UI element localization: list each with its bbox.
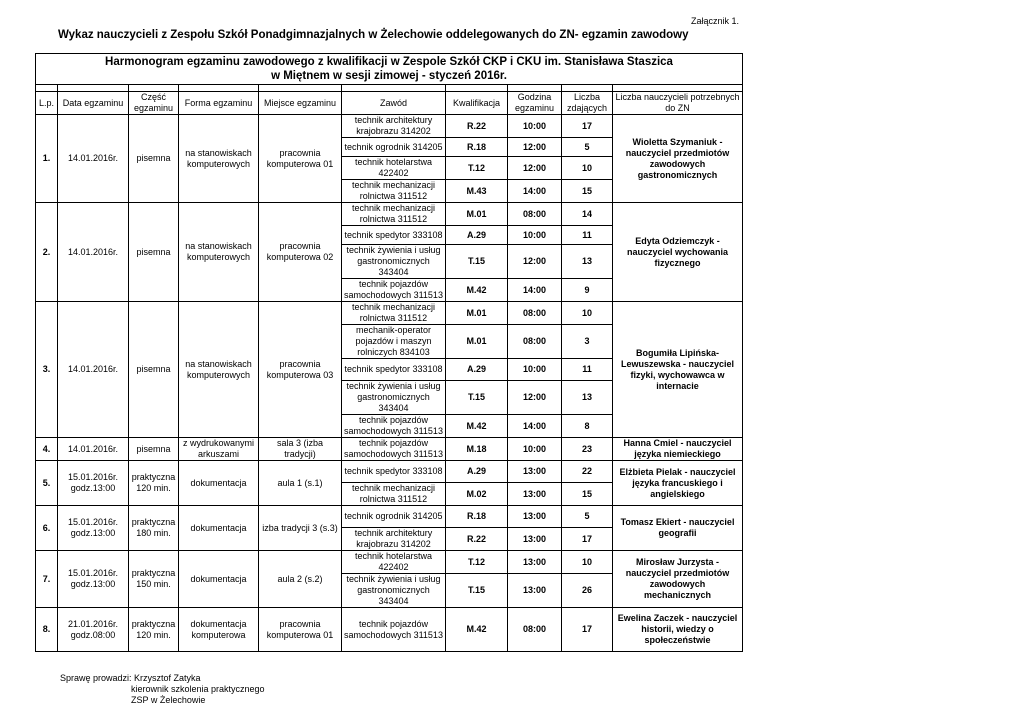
exam-time: 13:00 bbox=[508, 461, 562, 483]
exam-time: 14:00 bbox=[508, 279, 562, 302]
examinee-count: 15 bbox=[562, 180, 613, 203]
exam-place: izba tradycji 3 (s.3) bbox=[259, 506, 342, 551]
examinee-count: 14 bbox=[562, 203, 613, 226]
footer bbox=[60, 673, 265, 706]
teacher-assigned: Tomasz Ekiert - nauczyciel geografii bbox=[613, 506, 743, 551]
profession: technik pojazdów samochodowych 311513 bbox=[342, 279, 446, 302]
profession: technik hotelarstwa 422402 bbox=[342, 157, 446, 180]
exam-time: 08:00 bbox=[508, 325, 562, 359]
teacher-assigned: Mirosław Jurzysta - nauczyciel przedmiotów zawodowych mechanicznych bbox=[613, 551, 743, 608]
exam-time: 13:00 bbox=[508, 574, 562, 608]
examinee-count: 17 bbox=[562, 608, 613, 652]
table-row bbox=[36, 461, 743, 483]
footer-school: ZSP w Żelechowie bbox=[131, 695, 206, 705]
header-date: Data egzaminu bbox=[58, 92, 129, 115]
teacher-assigned: Elżbieta Pielak - nauczyciel języka francuskiego i angielskiego bbox=[613, 461, 743, 506]
exam-time: 14:00 bbox=[508, 180, 562, 203]
row-lp: 8. bbox=[36, 608, 58, 652]
row-lp: 2. bbox=[36, 203, 58, 302]
exam-time: 10:00 bbox=[508, 115, 562, 138]
footer-role: kierownik szkolenia praktycznego bbox=[131, 684, 265, 694]
exam-form: na stanowiskach komputerowych bbox=[179, 302, 259, 438]
exam-form: dokumentacja bbox=[179, 506, 259, 551]
profession: technik żywienia i usług gastronomicznych 343404 bbox=[342, 574, 446, 608]
header-profession: Zawód bbox=[342, 92, 446, 115]
qualification: R.22 bbox=[446, 115, 508, 138]
exam-form: dokumentacja bbox=[179, 461, 259, 506]
header-place: Miejsce egzaminu bbox=[259, 92, 342, 115]
profession: technik spedytor 333108 bbox=[342, 461, 446, 483]
profession: technik mechanizacji rolnictwa 311512 bbox=[342, 203, 446, 226]
exam-time: 12:00 bbox=[508, 245, 562, 279]
schedule-title-line1: Harmonogram egzaminu zawodowego z kwalifikacji w Zespole Szkół CKP i CKU im. Stanisława Staszica bbox=[105, 56, 673, 68]
exam-part: praktyczna 150 min. bbox=[129, 551, 179, 608]
exam-place: aula 2 (s.2) bbox=[259, 551, 342, 608]
exam-form: z wydrukowanymi arkuszami bbox=[179, 438, 259, 461]
qualification: T.15 bbox=[446, 381, 508, 415]
qualification: T.12 bbox=[446, 551, 508, 574]
exam-date: 14.01.2016r. bbox=[58, 203, 129, 302]
table-row bbox=[36, 302, 743, 325]
examinee-count: 10 bbox=[562, 551, 613, 574]
exam-time: 08:00 bbox=[508, 608, 562, 652]
exam-time: 13:00 bbox=[508, 528, 562, 551]
exam-part: pisemna bbox=[129, 115, 179, 203]
examinee-count: 10 bbox=[562, 157, 613, 180]
exam-date: 15.01.2016r. godz.13:00 bbox=[58, 461, 129, 506]
qualification: M.43 bbox=[446, 180, 508, 203]
header-teachers: Liczba nauczycieli potrzebnych do ZN bbox=[613, 92, 743, 115]
exam-time: 12:00 bbox=[508, 381, 562, 415]
profession: technik pojazdów samochodowych 311513 bbox=[342, 608, 446, 652]
examinee-count: 3 bbox=[562, 325, 613, 359]
exam-time: 13:00 bbox=[508, 506, 562, 528]
profession: technik żywienia i usług gastronomicznych 343404 bbox=[342, 381, 446, 415]
teacher-assigned: Bogumiła Lipińska-Lewuszewska - nauczyciel fizyki, wychowawca w internacie bbox=[613, 302, 743, 438]
exam-part: pisemna bbox=[129, 438, 179, 461]
exam-date: 14.01.2016r. bbox=[58, 438, 129, 461]
examinee-count: 11 bbox=[562, 226, 613, 245]
row-lp: 1. bbox=[36, 115, 58, 203]
exam-place: sala 3 (izba tradycji) bbox=[259, 438, 342, 461]
profession: technik hotelarstwa 422402 bbox=[342, 551, 446, 574]
exam-place: aula 1 (s.1) bbox=[259, 461, 342, 506]
header-time: Godzina egzaminu bbox=[508, 92, 562, 115]
schedule-title-line2: w Miętnem w sesji zimowej - styczeń 2016r. bbox=[271, 70, 507, 82]
exam-part: praktyczna 180 min. bbox=[129, 506, 179, 551]
profession: technik architektury krajobrazu 314202 bbox=[342, 528, 446, 551]
exam-date: 15.01.2016r. godz.13:00 bbox=[58, 551, 129, 608]
table-row bbox=[36, 438, 743, 461]
teacher-assigned: Edyta Odziemczyk - nauczyciel wychowania fizycznego bbox=[613, 203, 743, 302]
exam-time: 12:00 bbox=[508, 138, 562, 157]
exam-place: pracownia komputerowa 01 bbox=[259, 115, 342, 203]
profession: technik pojazdów samochodowych 311513 bbox=[342, 415, 446, 438]
qualification: T.15 bbox=[446, 574, 508, 608]
exam-date: 14.01.2016r. bbox=[58, 115, 129, 203]
exam-form: na stanowiskach komputerowych bbox=[179, 115, 259, 203]
qualification: R.18 bbox=[446, 506, 508, 528]
teacher-assigned: Wioletta Szymaniuk - nauczyciel przedmiotów zawodowych gastronomicznych bbox=[613, 115, 743, 203]
exam-place: pracownia komputerowa 03 bbox=[259, 302, 342, 438]
qualification: A.29 bbox=[446, 226, 508, 245]
profession: technik mechanizacji rolnictwa 311512 bbox=[342, 180, 446, 203]
exam-time: 13:00 bbox=[508, 551, 562, 574]
table-row bbox=[36, 608, 743, 652]
profession: technik mechanizacji rolnictwa 311512 bbox=[342, 483, 446, 506]
qualification: T.12 bbox=[446, 157, 508, 180]
exam-part: pisemna bbox=[129, 203, 179, 302]
exam-time: 13:00 bbox=[508, 483, 562, 506]
profession: mechanik-operator pojazdów i maszyn rolniczych 834103 bbox=[342, 325, 446, 359]
examinee-count: 23 bbox=[562, 438, 613, 461]
row-lp: 3. bbox=[36, 302, 58, 438]
profession: technik pojazdów samochodowych 311513 bbox=[342, 438, 446, 461]
examinee-count: 11 bbox=[562, 359, 613, 381]
examinee-count: 17 bbox=[562, 115, 613, 138]
table-row bbox=[36, 203, 743, 226]
qualification: M.02 bbox=[446, 483, 508, 506]
qualification: M.01 bbox=[446, 203, 508, 226]
qualification: M.42 bbox=[446, 279, 508, 302]
exam-date: 14.01.2016r. bbox=[58, 302, 129, 438]
schedule-title bbox=[36, 54, 743, 85]
qualification: M.01 bbox=[446, 302, 508, 325]
exam-part: pisemna bbox=[129, 302, 179, 438]
profession: technik ogrodnik 314205 bbox=[342, 138, 446, 157]
profession: technik spedytor 333108 bbox=[342, 226, 446, 245]
exam-form: dokumentacja bbox=[179, 551, 259, 608]
exam-part: praktyczna 120 min. bbox=[129, 608, 179, 652]
footer-contact: Sprawę prowadzi: Krzysztof Zatyka bbox=[60, 673, 201, 683]
qualification: M.18 bbox=[446, 438, 508, 461]
profession: technik spedytor 333108 bbox=[342, 359, 446, 381]
qualification: A.29 bbox=[446, 461, 508, 483]
table-row bbox=[36, 506, 743, 528]
exam-form: na stanowiskach komputerowych bbox=[179, 203, 259, 302]
row-lp: 7. bbox=[36, 551, 58, 608]
header-form: Forma egzaminu bbox=[179, 92, 259, 115]
exam-form: dokumentacja komputerowa bbox=[179, 608, 259, 652]
qualification: M.42 bbox=[446, 415, 508, 438]
column-header-row bbox=[36, 92, 743, 115]
examinee-count: 5 bbox=[562, 138, 613, 157]
examinee-count: 15 bbox=[562, 483, 613, 506]
exam-date: 21.01.2016r. godz.08:00 bbox=[58, 608, 129, 652]
examinee-count: 26 bbox=[562, 574, 613, 608]
examinee-count: 9 bbox=[562, 279, 613, 302]
exam-time: 12:00 bbox=[508, 157, 562, 180]
examinee-count: 8 bbox=[562, 415, 613, 438]
exam-date: 15.01.2016r. godz.13:00 bbox=[58, 506, 129, 551]
qualification: A.29 bbox=[446, 359, 508, 381]
profession: technik żywienia i usług gastronomicznych 343404 bbox=[342, 245, 446, 279]
spacer-row bbox=[36, 85, 743, 92]
table-row bbox=[36, 551, 743, 574]
exam-place: pracownia komputerowa 01 bbox=[259, 608, 342, 652]
qualification: T.15 bbox=[446, 245, 508, 279]
examinee-count: 13 bbox=[562, 381, 613, 415]
exam-time: 14:00 bbox=[508, 415, 562, 438]
profession: technik architektury krajobrazu 314202 bbox=[342, 115, 446, 138]
header-lp: L.p. bbox=[36, 92, 58, 115]
qualification: M.01 bbox=[446, 325, 508, 359]
examinee-count: 5 bbox=[562, 506, 613, 528]
exam-time: 10:00 bbox=[508, 226, 562, 245]
profession: technik mechanizacji rolnictwa 311512 bbox=[342, 302, 446, 325]
exam-schedule-table bbox=[35, 53, 743, 652]
exam-place: pracownia komputerowa 02 bbox=[259, 203, 342, 302]
header-count: Liczba zdających bbox=[562, 92, 613, 115]
examinee-count: 17 bbox=[562, 528, 613, 551]
exam-time: 08:00 bbox=[508, 302, 562, 325]
row-lp: 5. bbox=[36, 461, 58, 506]
qualification: M.42 bbox=[446, 608, 508, 652]
exam-time: 10:00 bbox=[508, 438, 562, 461]
exam-time: 10:00 bbox=[508, 359, 562, 381]
row-lp: 6. bbox=[36, 506, 58, 551]
header-part: Część egzaminu bbox=[129, 92, 179, 115]
row-lp: 4. bbox=[36, 438, 58, 461]
qualification: R.22 bbox=[446, 528, 508, 551]
exam-part: praktyczna 120 min. bbox=[129, 461, 179, 506]
exam-time: 08:00 bbox=[508, 203, 562, 226]
qualification: R.18 bbox=[446, 138, 508, 157]
document-title: Wykaz nauczycieli z Zespołu Szkół Ponadgimnazjalnych w Żelechowie oddelegowanych do ZN- egzamin zawodowy bbox=[58, 29, 689, 41]
table-row bbox=[36, 115, 743, 138]
examinee-count: 13 bbox=[562, 245, 613, 279]
examinee-count: 22 bbox=[562, 461, 613, 483]
teacher-assigned: Ewelina Zaczek - nauczyciel historii, wiedzy o społeczeństwie bbox=[613, 608, 743, 652]
attachment-label: Załącznik 1. bbox=[691, 16, 740, 26]
profession: technik ogrodnik 314205 bbox=[342, 506, 446, 528]
examinee-count: 10 bbox=[562, 302, 613, 325]
teacher-assigned: Hanna Cmiel - nauczyciel języka niemieckiego bbox=[613, 438, 743, 461]
header-qualification: Kwalifikacja bbox=[446, 92, 508, 115]
